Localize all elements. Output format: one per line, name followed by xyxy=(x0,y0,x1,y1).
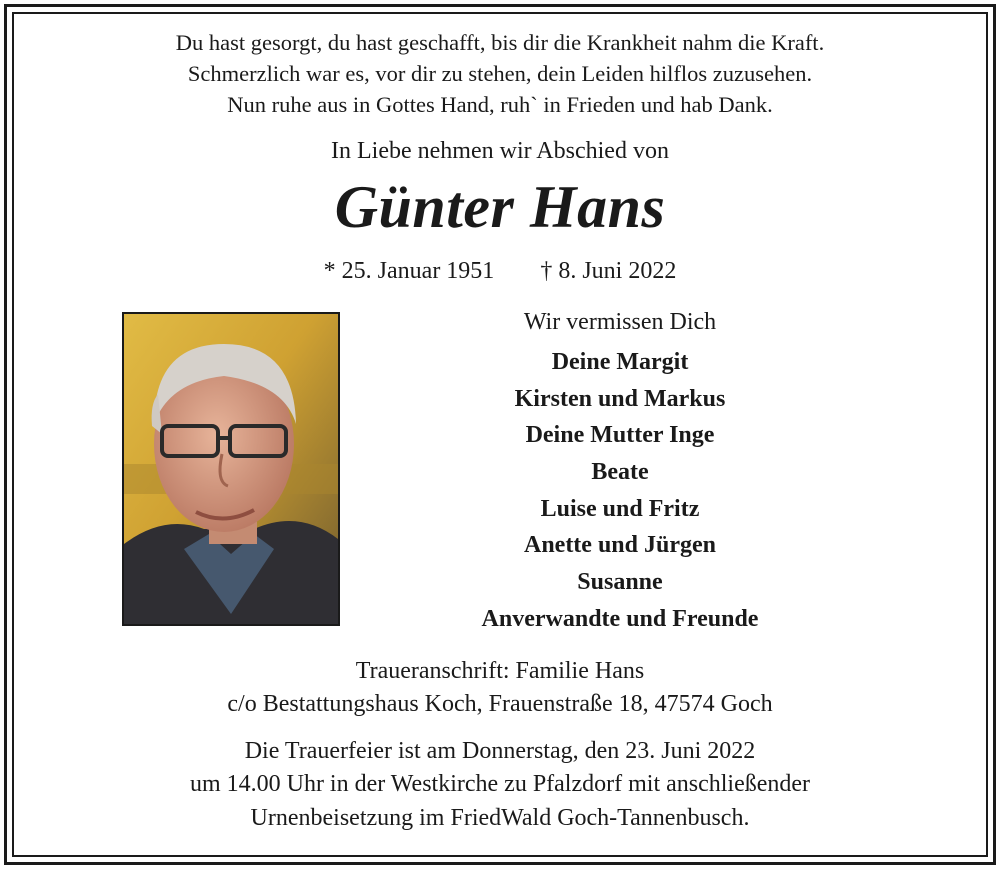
mourner-7: Susanne xyxy=(577,569,663,595)
mourner-3: Deine Mutter Inge xyxy=(525,422,715,448)
birth-date: * 25. Januar 1951 xyxy=(323,258,495,284)
mourner-1: Deine Margit xyxy=(551,349,689,375)
poem-line-1: Du hast gesorgt, du hast geschafft, bis dir die Krankheit nahm die Kraft. xyxy=(175,30,825,55)
deceased-name: Günter Hans xyxy=(334,174,666,240)
death-date: † 8. Juni 2022 xyxy=(540,258,677,284)
address-line-2: c/o Bestattungshaus Koch, Frauenstraße 18, 47574 Goch xyxy=(227,691,773,717)
dates-line xyxy=(0,258,1000,285)
mourner-6: Anette und Jürgen xyxy=(523,532,716,558)
service-line-1: Die Trauerfeier ist am Donnerstag, den 23. Juni 2022 xyxy=(244,738,756,764)
mourner-4: Beate xyxy=(591,459,649,485)
mourner-8: Anverwandte und Freunde xyxy=(481,606,759,632)
poem-line-3: Nun ruhe aus in Gottes Hand, ruh` in Frieden und hab Dank. xyxy=(227,92,773,117)
service-line-3: Urnenbeisetzung im FriedWald Goch-Tannenbusch. xyxy=(250,805,750,831)
mourner-5: Luise und Fritz xyxy=(540,496,700,522)
intro-line: In Liebe nehmen wir Abschied von xyxy=(331,138,669,164)
address-line-1: Traueranschrift: Familie Hans xyxy=(355,658,645,684)
service-line-2: um 14.00 Uhr in der Westkirche zu Pfalzdorf mit anschließender xyxy=(189,771,811,797)
miss-line: Wir vermissen Dich xyxy=(523,309,717,335)
poem-line-2: Schmerzlich war es, vor dir zu stehen, dein Leiden hilflos zuzusehen. xyxy=(187,61,813,86)
portrait-photo xyxy=(122,312,340,626)
portrait-illustration xyxy=(124,314,338,624)
mourner-2: Kirsten und Markus xyxy=(514,386,726,412)
